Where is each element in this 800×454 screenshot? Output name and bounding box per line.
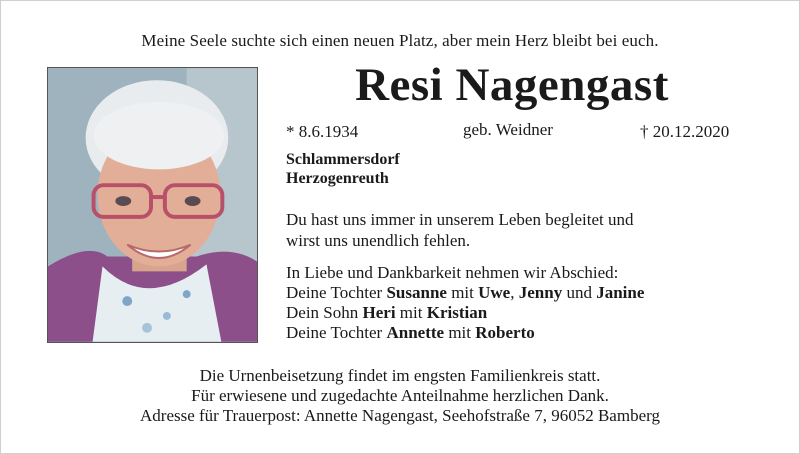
farewell-line: Deine Tochter Susanne mit Uwe, Jenny und Janine [286, 283, 645, 302]
portrait-photo [47, 67, 258, 343]
farewell-text [286, 263, 644, 343]
tribute-line: Du hast uns immer in unserem Leben begleitet und [286, 210, 634, 229]
maiden-name: geb. Weidner [463, 120, 553, 139]
tribute-line: wirst uns unendlich fehlen. [286, 231, 471, 250]
farewell-line: Dein Sohn Heri mit Kristian [286, 303, 488, 322]
footer-line: Für erwiesene und zugedachte Anteilnahme herzlichen Dank. [191, 386, 609, 405]
places [286, 150, 400, 188]
place-item: Schlammersdorf [286, 151, 400, 168]
tribute-text [286, 209, 633, 251]
birth-date: * 8.6.1934 [286, 122, 359, 141]
farewell-intro: In Liebe und Dankbarkeit nehmen wir Abschied: [286, 263, 619, 282]
footer-line: Die Urnenbeisetzung findet im engsten Familienkreis statt. [199, 366, 601, 385]
deceased-name: Resi Nagengast [355, 59, 669, 111]
footer [0, 366, 800, 426]
footer-line: Adresse für Trauerpost: Annette Nagengast, Seehofstraße 7, 96052 Bamberg [140, 406, 660, 425]
motto: Meine Seele suchte sich einen neuen Platz, aber mein Herz bleibt bei euch. [141, 31, 659, 50]
farewell-line: Deine Tochter Annette mit Roberto [286, 323, 535, 342]
portrait-photo-icon [48, 68, 257, 342]
place-item: Herzogenreuth [286, 170, 389, 187]
death-date: † 20.12.2020 [640, 122, 730, 141]
